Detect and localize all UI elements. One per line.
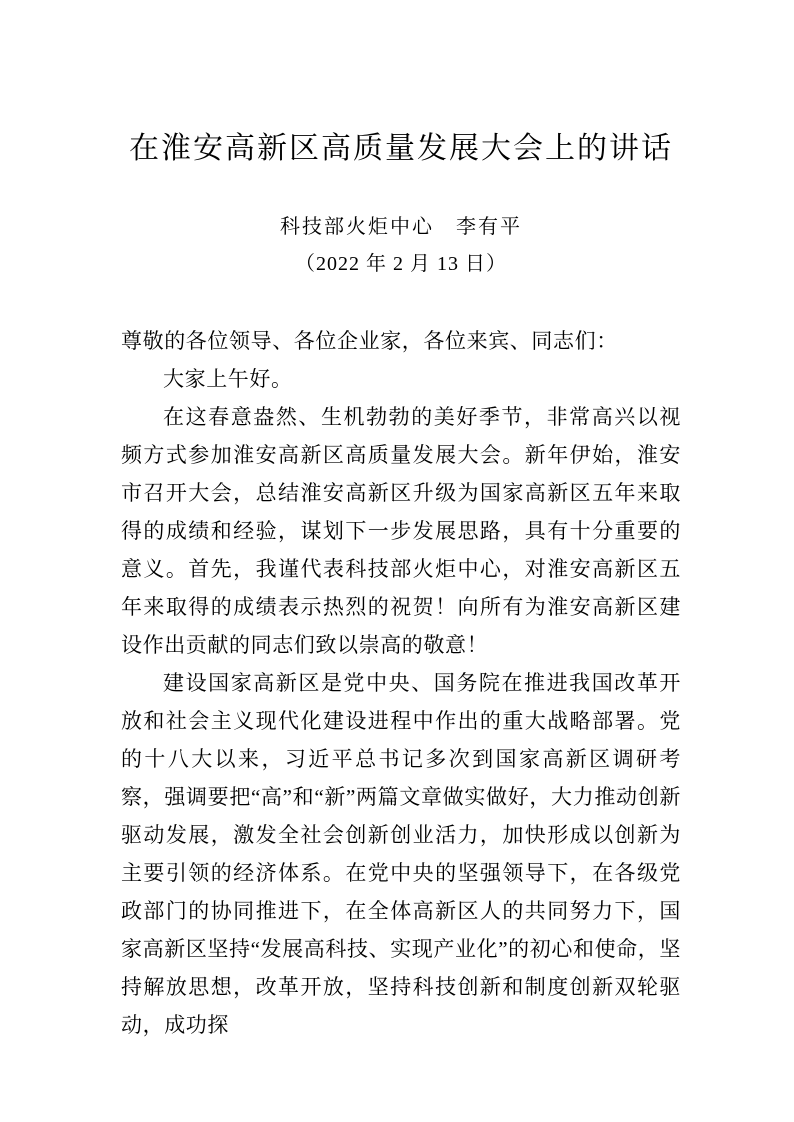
- document-body: [121, 322, 681, 1044]
- paragraph-salutation: 尊敬的各位领导、各位企业家，各位来宾、同志们：: [121, 329, 618, 353]
- byline: 科技部火炬中心 李有平: [280, 216, 522, 238]
- dateline: （2022 年 2 月 13 日）: [295, 253, 507, 275]
- paragraph-greeting: 大家上午好。: [163, 367, 293, 391]
- document-title: 在淮安高新区高质量发展大会上的讲话: [129, 132, 673, 165]
- paragraph-main: 建设国家高新区是党中央、国务院在推进我国改革开放和社会主义现代化建设进程中作出的重大战略部署。党的十八大以来，习近平总书记多次到国家高新区调研考察，强调要把“高”和“新”两篇文章做实做好，大力推动创新驱动发展，激发全社会创新创业活力，加快形成以创新为主要引领的经济体系。在党中央的坚强领导下，在各级党政部门的协同推进下，在全体高新区人的共同努力下，国家高新区坚持“发展高科技、实现产业化”的初心和使命，坚持解放思想，改革开放，坚持科技创新和制度创新双轮驱动，成功探: [121, 671, 681, 1037]
- paragraph-opening: 在这春意盎然、生机勃勃的美好季节，非常高兴以视频方式参加淮安高新区高质量发展大会。新年伊始，淮安市召开大会，总结淮安高新区升级为国家高新区五年来取得的成绩和经验，谋划下一步发展思路，具有十分重要的意义。首先，我谨代表科技部火炬中心，对淮安高新区五年来取得的成绩表示热烈的祝贺！向所有为淮安高新区建设作出贡献的同志们致以崇高的敬意！: [121, 405, 681, 657]
